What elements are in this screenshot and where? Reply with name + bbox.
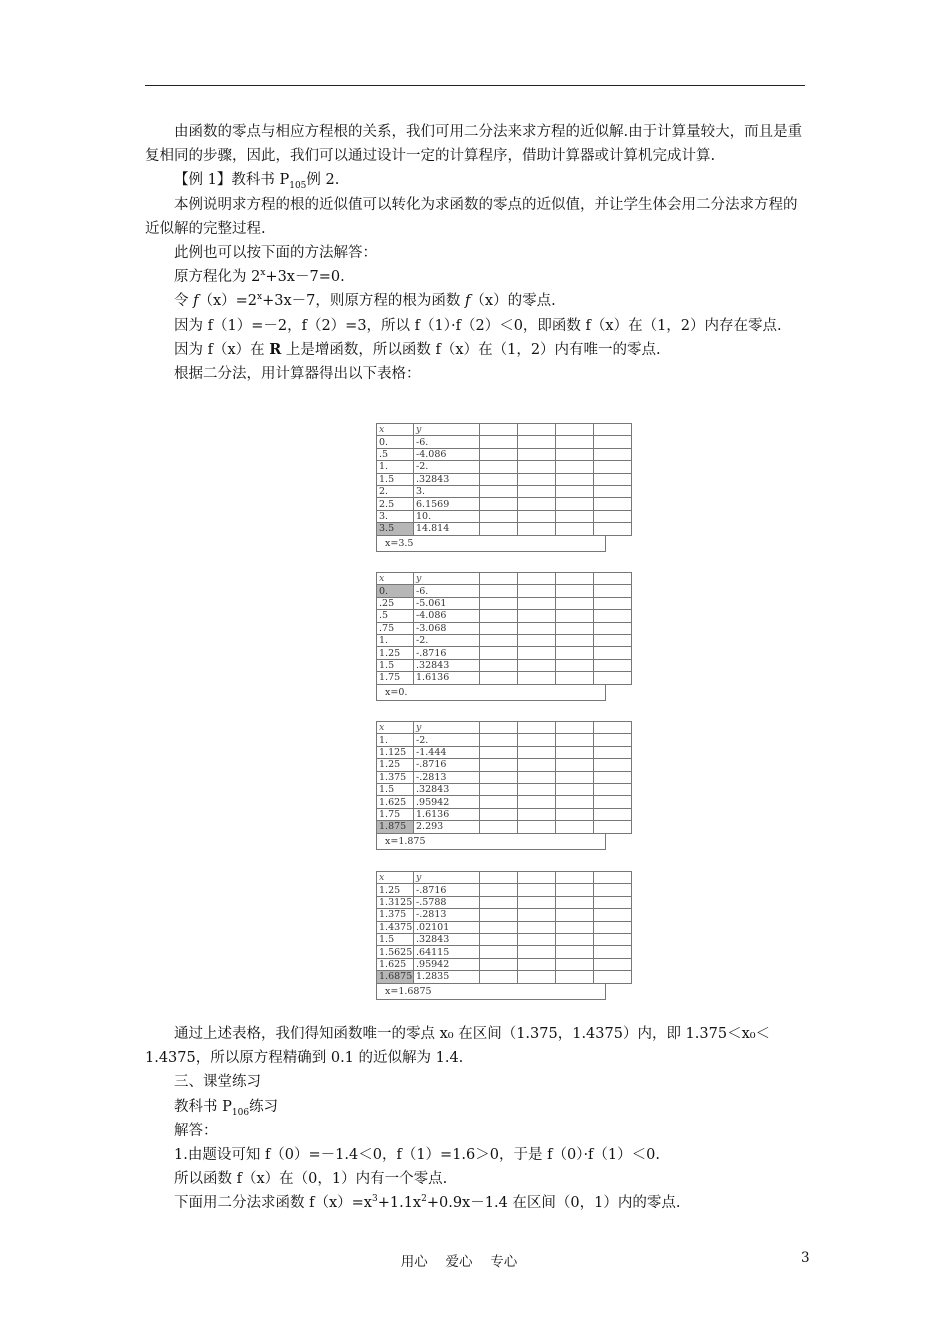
cell-empty — [556, 498, 594, 510]
table-row — [377, 946, 632, 958]
cell-x: x — [377, 722, 414, 734]
table-row — [377, 659, 632, 671]
cell-x: .75 — [377, 622, 414, 634]
cell-empty — [556, 771, 594, 783]
cell-empty — [594, 424, 632, 436]
cell-empty — [594, 573, 632, 585]
cell-empty — [556, 473, 594, 485]
cell-empty — [480, 634, 518, 646]
cell-empty — [480, 734, 518, 746]
cell-y: -.8716 — [414, 647, 480, 659]
cell-empty — [594, 808, 632, 820]
cell-x: 1. — [377, 461, 414, 473]
table-row — [377, 510, 632, 522]
cell-y: -4.086 — [414, 610, 480, 622]
cell-empty — [594, 821, 632, 833]
table-row — [377, 759, 632, 771]
cell-y: -.8716 — [414, 884, 480, 896]
table-header-row — [377, 424, 632, 436]
cell-x: 3. — [377, 510, 414, 522]
table-row — [377, 909, 632, 921]
cell-x: x — [377, 573, 414, 585]
footer-motto: 用心 爱心 专心 — [400, 1254, 518, 1270]
para-tables-intro: 根据二分法，用计算器得出以下表格： — [174, 366, 421, 383]
section-heading: 三、课堂练习 — [174, 1074, 261, 1091]
cell-empty — [556, 622, 594, 634]
cell-x: 1.4375 — [377, 921, 414, 933]
cell-empty — [518, 921, 556, 933]
cell-x: 1.6875 — [377, 971, 414, 983]
cell-x: 1.125 — [377, 746, 414, 758]
cell-x: 1.5 — [377, 473, 414, 485]
cell-x: 1.375 — [377, 909, 414, 921]
cell-x: 1.625 — [377, 796, 414, 808]
cell-y: 10. — [414, 510, 480, 522]
cell-empty — [480, 759, 518, 771]
cell-y: y — [414, 573, 480, 585]
cell-empty — [594, 510, 632, 522]
cell-empty — [518, 448, 556, 460]
cell-y: -.5788 — [414, 896, 480, 908]
answer-line-3: 下面用二分法求函数 $f(x)=x^3+1.1x^2+0.9x-1.4$ 在区间（0，1）内的零点. — [174, 1194, 681, 1212]
table-row — [377, 771, 632, 783]
cell-empty — [594, 783, 632, 795]
cell-empty — [594, 909, 632, 921]
upper-text — [145, 120, 807, 386]
cell-empty — [480, 746, 518, 758]
cell-empty — [518, 634, 556, 646]
cell-empty — [518, 510, 556, 522]
cell-empty — [480, 921, 518, 933]
calc-table-3 — [376, 721, 606, 850]
let-line: 令 $f(x)=2^x+3x-7$，则原方程的根为函数 f（x）的零点. — [174, 292, 556, 310]
cell-empty — [556, 746, 594, 758]
page-number: 3 — [801, 1250, 810, 1266]
cell-empty — [556, 672, 594, 684]
cell-empty — [518, 746, 556, 758]
cell-empty — [594, 759, 632, 771]
cell-empty — [480, 610, 518, 622]
cell-empty — [556, 971, 594, 983]
cell-y: y — [414, 872, 480, 884]
cell-y: -3.068 — [414, 622, 480, 634]
cell-empty — [518, 573, 556, 585]
cell-empty — [556, 872, 594, 884]
calc-table-2 — [376, 572, 606, 701]
cell-empty — [556, 647, 594, 659]
cell-empty — [594, 498, 632, 510]
cell-empty — [480, 436, 518, 448]
table-row — [377, 746, 632, 758]
cell-empty — [556, 485, 594, 497]
cell-y: -5.061 — [414, 597, 480, 609]
cell-empty — [518, 872, 556, 884]
cell-empty — [556, 759, 594, 771]
cell-x: 1.25 — [377, 884, 414, 896]
table-row — [377, 634, 632, 646]
cell-y: y — [414, 424, 480, 436]
cell-empty — [594, 771, 632, 783]
cell-empty — [480, 448, 518, 460]
cell-y: .95942 — [414, 796, 480, 808]
cell-empty — [594, 461, 632, 473]
cell-empty — [594, 523, 632, 535]
cell-empty — [556, 523, 594, 535]
cell-x: .5 — [377, 448, 414, 460]
cell-y: -.2813 — [414, 909, 480, 921]
cell-empty — [594, 884, 632, 896]
para-explain: 本例说明求方程的根的近似值可以转化为求函数的零点的近似值，并让学生体会用二分法求方程的近似解的完整过程. — [145, 196, 798, 237]
cell-y: .32843 — [414, 473, 480, 485]
cell-y: -4.086 — [414, 448, 480, 460]
cell-empty — [594, 659, 632, 671]
cell-y: -.8716 — [414, 759, 480, 771]
calc-grid — [376, 572, 632, 685]
cell-x: 0. — [377, 436, 414, 448]
cell-x: 1.5625 — [377, 946, 414, 958]
cell-empty — [480, 659, 518, 671]
cell-empty — [518, 485, 556, 497]
cell-empty — [480, 909, 518, 921]
cell-y: -2. — [414, 734, 480, 746]
cell-empty — [594, 872, 632, 884]
table-row — [377, 436, 632, 448]
cell-empty — [556, 933, 594, 945]
cell-y: -2. — [414, 461, 480, 473]
cell-x: 1.75 — [377, 672, 414, 684]
cell-x: 2. — [377, 485, 414, 497]
cell-y: .32843 — [414, 659, 480, 671]
cell-empty — [480, 622, 518, 634]
cell-empty — [556, 808, 594, 820]
cell-empty — [556, 634, 594, 646]
table-row — [377, 585, 632, 597]
cell-empty — [480, 808, 518, 820]
table-footer: x=1.6875 — [376, 984, 606, 1000]
cell-empty — [594, 746, 632, 758]
cell-empty — [518, 461, 556, 473]
table-footer: x=1.875 — [376, 834, 606, 850]
cell-y: .64115 — [414, 946, 480, 958]
cell-x: 1.625 — [377, 958, 414, 970]
cell-empty — [480, 672, 518, 684]
table-row — [377, 610, 632, 622]
table-footer: x=3.5 — [376, 536, 606, 552]
cell-empty — [594, 622, 632, 634]
cell-empty — [480, 771, 518, 783]
table-row — [377, 971, 632, 983]
cell-y: .32843 — [414, 933, 480, 945]
cell-x: .25 — [377, 597, 414, 609]
cell-y: 14.814 — [414, 523, 480, 535]
table-row — [377, 921, 632, 933]
table-row — [377, 485, 632, 497]
calc-table-4 — [376, 871, 606, 1000]
table-row — [377, 647, 632, 659]
cell-empty — [480, 573, 518, 585]
table-row — [377, 783, 632, 795]
table-row — [377, 622, 632, 634]
cell-empty — [594, 634, 632, 646]
cell-empty — [480, 523, 518, 535]
cell-empty — [556, 573, 594, 585]
table-row — [377, 808, 632, 820]
cell-empty — [480, 424, 518, 436]
cell-empty — [594, 933, 632, 945]
cell-empty — [480, 585, 518, 597]
lower-text — [145, 1022, 807, 1216]
cell-x: 1.75 — [377, 808, 414, 820]
table-row — [377, 958, 632, 970]
answer-line-2: 所以函数 f（x）在（0，1）内有一个零点. — [174, 1171, 448, 1188]
cell-y: y — [414, 722, 480, 734]
cell-x: x — [377, 424, 414, 436]
table-row — [377, 821, 632, 833]
cell-empty — [518, 933, 556, 945]
cell-empty — [594, 796, 632, 808]
cell-empty — [480, 473, 518, 485]
cell-empty — [518, 610, 556, 622]
cell-y: -6. — [414, 585, 480, 597]
cell-y: -.2813 — [414, 771, 480, 783]
cell-empty — [556, 884, 594, 896]
cell-x: 1. — [377, 734, 414, 746]
cell-x: 3.5 — [377, 523, 414, 535]
cell-x: 1.5 — [377, 933, 414, 945]
cell-empty — [518, 585, 556, 597]
cell-y: 6.1569 — [414, 498, 480, 510]
table-row — [377, 896, 632, 908]
cell-empty — [518, 722, 556, 734]
cell-empty — [518, 946, 556, 958]
cell-y: .32843 — [414, 783, 480, 795]
cell-empty — [594, 610, 632, 622]
cell-empty — [556, 659, 594, 671]
cell-empty — [480, 946, 518, 958]
para-conclusion: 通过上述表格，我们得知函数唯一的零点 x₀ 在区间（1.375，1.4375）内，即 1.375＜x₀＜1.4375，所以原方程精确到 0.1 的近似解为 1.4. — [145, 1026, 771, 1067]
example-heading: 【例 1】教科书 $P_{105}$例 2. — [174, 172, 340, 192]
cell-empty — [594, 958, 632, 970]
cell-empty — [518, 958, 556, 970]
cell-empty — [518, 971, 556, 983]
cell-empty — [480, 933, 518, 945]
cell-empty — [480, 896, 518, 908]
table-header-row — [377, 573, 632, 585]
cell-x: 1.25 — [377, 647, 414, 659]
cell-y: 1.6136 — [414, 672, 480, 684]
cell-y: .95942 — [414, 958, 480, 970]
cell-empty — [556, 909, 594, 921]
cell-empty — [480, 597, 518, 609]
cell-x: 0. — [377, 585, 414, 597]
because-line-1: 因为 f（1）=－2，f（2）=3，所以 f（1）·f（2）＜0，即函数 f（x）在（1，2）内存在零点. — [174, 317, 782, 334]
cell-empty — [594, 448, 632, 460]
cell-empty — [594, 473, 632, 485]
table-row — [377, 461, 632, 473]
cell-y: -6. — [414, 436, 480, 448]
table-header-row — [377, 872, 632, 884]
cell-empty — [518, 783, 556, 795]
cell-empty — [480, 485, 518, 497]
cell-empty — [518, 821, 556, 833]
cell-y: 1.6136 — [414, 808, 480, 820]
cell-empty — [480, 958, 518, 970]
cell-empty — [594, 672, 632, 684]
cell-y: .02101 — [414, 921, 480, 933]
cell-empty — [518, 734, 556, 746]
cell-empty — [594, 585, 632, 597]
cell-empty — [594, 734, 632, 746]
cell-empty — [594, 485, 632, 497]
cell-empty — [480, 971, 518, 983]
cell-empty — [556, 610, 594, 622]
cell-empty — [518, 473, 556, 485]
para-alt-method: 此例也可以按下面的方法解答： — [174, 245, 377, 262]
cell-empty — [518, 884, 556, 896]
cell-empty — [556, 597, 594, 609]
cell-x: 1.25 — [377, 759, 414, 771]
cell-empty — [594, 946, 632, 958]
cell-x: 1.5 — [377, 659, 414, 671]
cell-empty — [556, 436, 594, 448]
cell-empty — [594, 896, 632, 908]
table-row — [377, 796, 632, 808]
cell-empty — [594, 722, 632, 734]
cell-empty — [480, 510, 518, 522]
header-rule — [145, 85, 805, 86]
answer-line-1: 1.由题设可知 f（0）=－1.4＜0，f（1）=1.6＞0，于是 f（0）·f（1）＜0. — [174, 1147, 660, 1164]
cell-empty — [518, 796, 556, 808]
cell-x: 2.5 — [377, 498, 414, 510]
cell-empty — [518, 647, 556, 659]
cell-empty — [556, 783, 594, 795]
cell-empty — [594, 921, 632, 933]
cell-x: 1.875 — [377, 821, 414, 833]
para-intro: 由函数的零点与相应方程根的关系，我们可用二分法来求方程的近似解.由于计算量较大，而且是重复相同的步骤，因此，我们可以通过设计一定的计算程序，借助计算器或计算机完成计算. — [145, 124, 803, 165]
table-row — [377, 672, 632, 684]
cell-y: 2.293 — [414, 821, 480, 833]
table-row — [377, 933, 632, 945]
cell-empty — [518, 436, 556, 448]
cell-empty — [480, 872, 518, 884]
equation-line: 原方程化为 $2^x+3x-7=0$. — [174, 268, 345, 286]
cell-empty — [480, 461, 518, 473]
cell-empty — [556, 821, 594, 833]
cell-x: x — [377, 872, 414, 884]
cell-empty — [556, 424, 594, 436]
cell-empty — [556, 585, 594, 597]
calc-grid — [376, 423, 632, 536]
cell-x: 1.375 — [377, 771, 414, 783]
cell-empty — [556, 896, 594, 908]
cell-x: 1. — [377, 634, 414, 646]
cell-empty — [480, 884, 518, 896]
table-header-row — [377, 722, 632, 734]
cell-empty — [518, 622, 556, 634]
cell-empty — [480, 821, 518, 833]
cell-x: 1.5 — [377, 783, 414, 795]
table-row — [377, 498, 632, 510]
cell-y: -1.444 — [414, 746, 480, 758]
cell-empty — [518, 771, 556, 783]
cell-empty — [556, 722, 594, 734]
cell-x: .5 — [377, 610, 414, 622]
cell-empty — [518, 672, 556, 684]
table-row — [377, 448, 632, 460]
cell-empty — [480, 647, 518, 659]
cell-empty — [556, 461, 594, 473]
cell-empty — [556, 448, 594, 460]
cell-empty — [556, 921, 594, 933]
table-row — [377, 734, 632, 746]
cell-empty — [556, 946, 594, 958]
table-row — [377, 597, 632, 609]
cell-empty — [556, 958, 594, 970]
cell-y: 3. — [414, 485, 480, 497]
cell-empty — [518, 896, 556, 908]
cell-empty — [480, 783, 518, 795]
answer-label: 解答： — [174, 1122, 218, 1139]
calc-grid — [376, 721, 632, 834]
cell-empty — [480, 498, 518, 510]
cell-empty — [518, 424, 556, 436]
cell-empty — [556, 510, 594, 522]
table-footer: x=0. — [376, 685, 606, 701]
cell-empty — [518, 909, 556, 921]
because-line-2: 因为 f（x）在 R 上是增函数，所以函数 f（x）在（1，2）内有唯一的零点. — [174, 340, 661, 358]
cell-y: 1.2835 — [414, 971, 480, 983]
calc-table-1 — [376, 423, 606, 552]
cell-empty — [556, 796, 594, 808]
cell-empty — [594, 971, 632, 983]
cell-empty — [518, 523, 556, 535]
cell-empty — [480, 796, 518, 808]
cell-empty — [518, 759, 556, 771]
cell-empty — [518, 498, 556, 510]
cell-empty — [480, 722, 518, 734]
table-row — [377, 884, 632, 896]
cell-empty — [594, 597, 632, 609]
table-row — [377, 523, 632, 535]
table-row — [377, 473, 632, 485]
cell-x: 1.3125 — [377, 896, 414, 908]
cell-empty — [518, 808, 556, 820]
cell-empty — [594, 647, 632, 659]
cell-empty — [518, 659, 556, 671]
exercise-ref: 教科书 $P_{106}$练习 — [174, 1098, 279, 1118]
cell-y: -2. — [414, 634, 480, 646]
cell-empty — [556, 734, 594, 746]
cell-empty — [518, 597, 556, 609]
calc-grid — [376, 871, 632, 984]
cell-empty — [594, 436, 632, 448]
